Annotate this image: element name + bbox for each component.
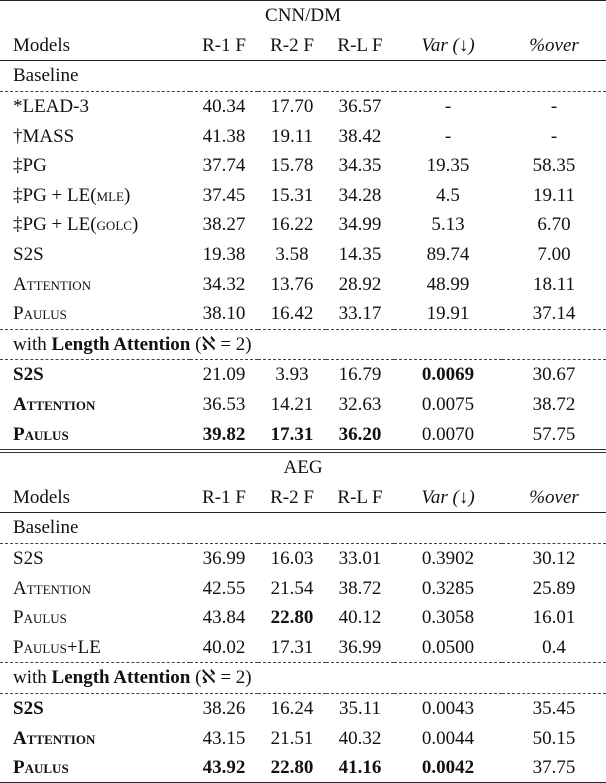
- model-name-part: golc: [96, 214, 132, 236]
- metric-value: -: [444, 125, 452, 147]
- metric-value: 41.16: [326, 753, 394, 783]
- model-name-part: *LEAD-3: [13, 96, 89, 118]
- metric-value: 0.4: [502, 632, 606, 662]
- model-name: [0, 240, 190, 270]
- group-label-row: [0, 663, 606, 694]
- model-name-part: Paulus: [13, 423, 69, 445]
- metric-value: 35.45: [532, 697, 576, 719]
- metric-value: 34.32: [202, 273, 246, 295]
- model-name: [0, 543, 190, 573]
- metric-value: 38.10: [190, 299, 258, 329]
- metric-value: 17.31: [258, 632, 326, 662]
- metric-value: 37.74: [202, 155, 246, 177]
- metric-value: 37.45: [202, 184, 246, 206]
- metric-value: 37.75: [502, 753, 606, 783]
- metric-value: 35.11: [338, 697, 382, 719]
- metric-value: 28.92: [338, 273, 382, 295]
- metric-value: 19.35: [426, 155, 470, 177]
- metric-value: 0.0043: [421, 697, 475, 719]
- metric-value: 50.15: [532, 727, 576, 749]
- column-header: %over: [502, 483, 606, 513]
- metric-value: 13.76: [270, 273, 314, 295]
- metric-value: 36.20: [326, 419, 394, 451]
- column-header: R-1 F: [190, 483, 258, 513]
- model-name-part: ): [131, 214, 139, 236]
- metric-value: 16.42: [258, 299, 326, 329]
- metric-value: 43.92: [190, 753, 258, 783]
- model-name: [0, 753, 190, 783]
- table-row: [0, 181, 606, 211]
- header-row: [0, 483, 606, 513]
- metric-value: 0.0069: [421, 364, 475, 386]
- model-name-part: Attention: [13, 394, 96, 416]
- metric-value: 0.0075: [421, 394, 475, 416]
- metric-value: 48.99: [426, 273, 470, 295]
- model-name: [0, 269, 190, 299]
- model-name: [0, 181, 190, 211]
- label-suffix: (ℵ = 2): [190, 333, 252, 355]
- metric-value: 14.35: [338, 244, 382, 266]
- dataset-title: CNN/DM: [0, 1, 606, 31]
- model-name-part: Paulus: [13, 303, 67, 325]
- metric-value: 22.80: [270, 607, 314, 629]
- metric-value: 5.13: [431, 214, 465, 236]
- metric-value: 0.3285: [421, 577, 475, 599]
- column-header: Var (↓): [394, 483, 502, 513]
- label-prefix: with: [13, 333, 52, 355]
- table-row: [0, 240, 606, 270]
- metric-value: 37.14: [502, 299, 606, 329]
- metric-value: 21.09: [202, 364, 246, 386]
- column-header: R-L F: [326, 483, 394, 513]
- metric-value: 40.02: [190, 632, 258, 662]
- metric-value: 17.70: [270, 96, 314, 118]
- metric-value: 33.01: [338, 547, 382, 569]
- metric-value: 40.34: [202, 96, 246, 118]
- metric-value: 43.15: [202, 727, 246, 749]
- table-row: [0, 210, 606, 240]
- metric-value: 14.21: [270, 394, 314, 416]
- label-suffix: (ℵ = 2): [190, 667, 252, 689]
- column-header: R-2 F: [258, 31, 326, 61]
- column-header: R-1 F: [190, 31, 258, 61]
- model-name-part: ‡PG: [13, 155, 47, 177]
- metric-value: 15.78: [270, 155, 314, 177]
- model-name: [0, 121, 190, 151]
- table-row: [0, 723, 606, 753]
- model-name-part: mle: [96, 184, 124, 206]
- metric-value: 16.03: [270, 547, 314, 569]
- model-name-part: Attention: [13, 273, 91, 295]
- baseline-label: Baseline: [0, 513, 606, 544]
- metric-value: 34.99: [338, 214, 382, 236]
- header-row: [0, 31, 606, 61]
- label-prefix: with: [13, 667, 52, 689]
- metric-value: 0.3058: [421, 607, 475, 629]
- metric-value: 0.0044: [421, 727, 475, 749]
- metric-value: 34.35: [338, 155, 382, 177]
- metric-value: 38.27: [202, 214, 246, 236]
- metric-value: 36.99: [326, 632, 394, 662]
- baseline-label: Baseline: [0, 61, 606, 92]
- model-name-part: Attention: [13, 577, 91, 599]
- dataset-title: AEG: [283, 457, 323, 479]
- model-name: [0, 151, 190, 181]
- table-row: [0, 573, 606, 603]
- metric-value: 7.00: [537, 244, 571, 266]
- metric-value: 17.31: [258, 419, 326, 451]
- column-header: Models: [0, 31, 190, 61]
- model-name-part: Paulus: [13, 607, 67, 629]
- metric-value: 36.53: [202, 394, 246, 416]
- dataset-title-row: [0, 451, 606, 483]
- metric-value: 16.24: [270, 697, 314, 719]
- group-label-row: [0, 513, 606, 544]
- metric-value: 22.80: [258, 753, 326, 783]
- table-row: [0, 753, 606, 783]
- table-row: [0, 632, 606, 662]
- table-row: [0, 121, 606, 151]
- metric-value: 19.11: [270, 125, 314, 147]
- table-row: [0, 269, 606, 299]
- metric-value: -: [444, 96, 452, 118]
- metric-value: 36.57: [338, 96, 382, 118]
- metric-value: 0.3902: [421, 547, 475, 569]
- table-row: [0, 543, 606, 573]
- model-name-part: S2S: [13, 244, 44, 266]
- model-name: [0, 419, 190, 451]
- metric-value: 43.84: [202, 607, 246, 629]
- metric-value: 3.93: [275, 364, 309, 386]
- label-bold: Length Attention: [51, 667, 191, 689]
- metric-value: 3.58: [275, 244, 309, 266]
- metric-value: 19.91: [394, 299, 502, 329]
- metric-value: 58.35: [532, 155, 576, 177]
- metric-value: 16.01: [532, 607, 576, 629]
- metric-value: 32.63: [338, 394, 382, 416]
- dataset-title-row: [0, 1, 606, 31]
- model-name-part: S2S: [13, 364, 44, 386]
- table-row: [0, 299, 606, 329]
- model-name: [0, 390, 190, 420]
- metric-value: 34.28: [338, 184, 382, 206]
- model-name: [0, 299, 190, 329]
- model-name: [0, 723, 190, 753]
- model-name-part: ‡PG + LE(: [13, 184, 97, 206]
- model-name-part: Paulus+LE: [13, 636, 101, 658]
- metric-value: 30.67: [532, 364, 576, 386]
- metric-value: 21.51: [270, 727, 314, 749]
- metric-value: 40.32: [338, 727, 382, 749]
- metric-value: 38.26: [202, 697, 246, 719]
- metric-value: 25.89: [532, 577, 576, 599]
- metric-value: 41.38: [202, 125, 246, 147]
- model-name: [0, 693, 190, 723]
- group-label-row: [0, 329, 606, 360]
- table-row: [0, 360, 606, 390]
- length-attention-label: [0, 663, 606, 694]
- table-row: [0, 603, 606, 633]
- length-attention-label: [0, 329, 606, 360]
- metric-value: -: [550, 96, 558, 118]
- metric-value: 4.5: [436, 184, 460, 206]
- metric-value: 38.72: [338, 577, 382, 599]
- column-header: R-L F: [326, 31, 394, 61]
- metric-value: 42.55: [202, 577, 246, 599]
- table-row: [0, 151, 606, 181]
- table-row: [0, 91, 606, 121]
- column-header: Models: [0, 483, 190, 513]
- model-name: [0, 210, 190, 240]
- table-row: [0, 390, 606, 420]
- metric-value: 39.82: [190, 419, 258, 451]
- metric-value: 19.11: [533, 184, 576, 206]
- metric-value: 18.11: [533, 273, 576, 295]
- group-label-row: [0, 61, 606, 92]
- column-header: Var (↓): [394, 31, 502, 61]
- metric-value: 30.12: [532, 547, 576, 569]
- metric-value: 16.22: [270, 214, 314, 236]
- metric-value: 0.0042: [394, 753, 502, 783]
- metric-value: 19.38: [202, 244, 246, 266]
- model-name: [0, 573, 190, 603]
- metric-value: 33.17: [326, 299, 394, 329]
- metric-value: -: [550, 125, 558, 147]
- model-name: [0, 603, 190, 633]
- column-header: R-2 F: [258, 483, 326, 513]
- model-name-part: ‡PG + LE(: [13, 214, 97, 236]
- model-name-part: S2S: [13, 547, 44, 569]
- metric-value: 38.72: [532, 394, 576, 416]
- model-name: [0, 91, 190, 121]
- model-name: [0, 632, 190, 662]
- table-row: [0, 419, 606, 451]
- metric-value: 6.70: [537, 214, 571, 236]
- metric-value: 0.0500: [394, 632, 502, 662]
- metric-value: 15.31: [270, 184, 314, 206]
- model-name-part: S2S: [13, 697, 44, 719]
- model-name-part: Attention: [13, 727, 96, 749]
- column-header: %over: [502, 31, 606, 61]
- metric-value: 0.0070: [394, 419, 502, 451]
- model-name-part: Paulus: [13, 757, 69, 779]
- metric-value: 36.99: [202, 547, 246, 569]
- model-name-part: ): [124, 184, 131, 206]
- metric-value: 89.74: [426, 244, 470, 266]
- model-name-part: †MASS: [13, 125, 75, 147]
- metric-value: 16.79: [338, 364, 382, 386]
- metric-value: 38.42: [338, 125, 382, 147]
- metric-value: 57.75: [502, 419, 606, 451]
- metric-value: 21.54: [270, 577, 314, 599]
- label-bold: Length Attention: [51, 333, 191, 355]
- metric-value: 40.12: [338, 607, 382, 629]
- model-name: [0, 360, 190, 390]
- table-row: [0, 693, 606, 723]
